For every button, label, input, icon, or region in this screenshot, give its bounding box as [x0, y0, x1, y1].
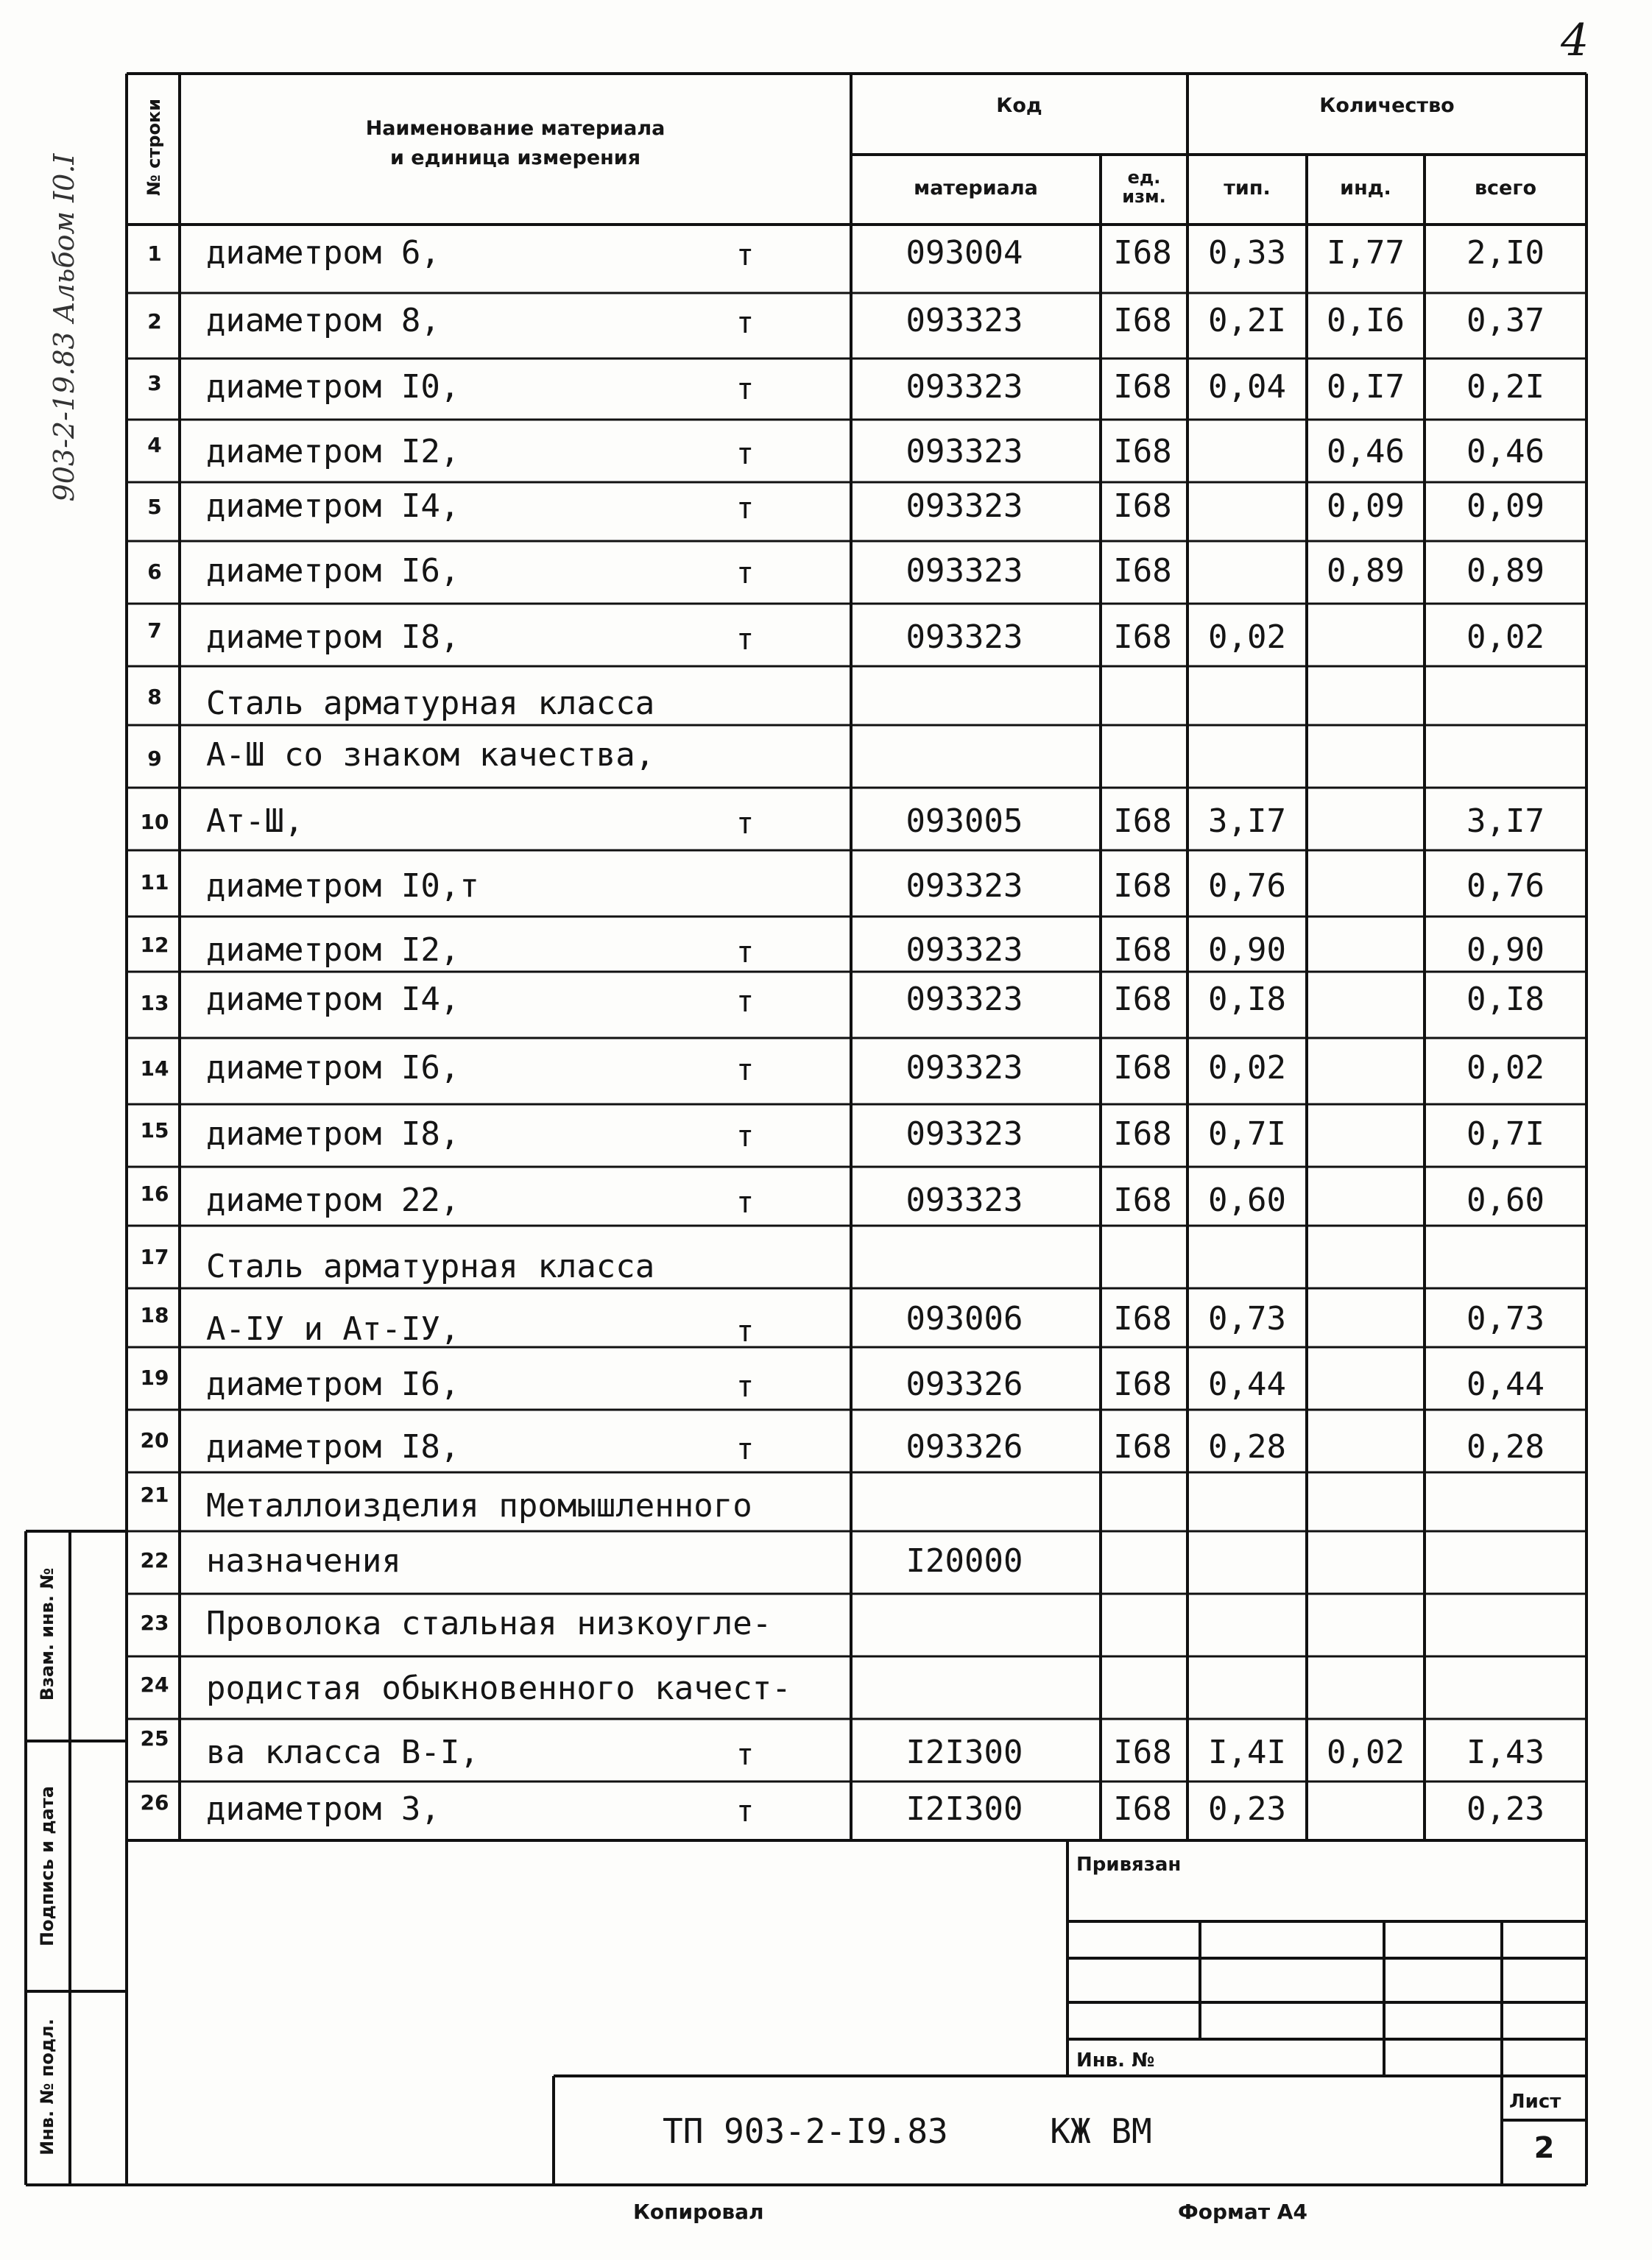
table-row: [0, 1542, 1652, 1586]
row-number: 12: [140, 933, 169, 957]
row-name: назначения: [206, 1542, 401, 1580]
row-qty-typical: 0,02: [1208, 618, 1286, 656]
row-qty-typical: 0,02: [1208, 1049, 1286, 1087]
row-name: диаметром I2,: [206, 433, 460, 470]
header-row-number: № строки: [144, 98, 164, 197]
row-qty-total: 0,I8: [1466, 981, 1545, 1018]
row-number: 24: [140, 1673, 169, 1697]
table-row: [0, 1428, 1652, 1472]
stamp-sheet-label: Лист: [1509, 2091, 1561, 2113]
table-row: [0, 1670, 1652, 1714]
row-qty-total: 2,I0: [1466, 234, 1545, 272]
row-code: 093323: [906, 1049, 1023, 1087]
header-code-material: материала: [914, 177, 1038, 199]
row-qty-individual: 0,I6: [1327, 302, 1405, 339]
row-unit-code: I68: [1113, 1300, 1172, 1338]
row-qty-typical: 0,23: [1208, 1790, 1286, 1828]
row-unit-code: I68: [1113, 1115, 1172, 1153]
row-name: диаметром 3,: [206, 1790, 440, 1828]
row-qty-typical: 3,I7: [1208, 802, 1286, 840]
row-number: 15: [140, 1118, 169, 1143]
row-number: 21: [140, 1483, 169, 1507]
row-qty-total: 0,89: [1466, 552, 1545, 590]
row-unit: т: [736, 985, 755, 1019]
row-unit: т: [736, 807, 755, 841]
row-unit-code: I68: [1113, 234, 1172, 272]
stamp-inv-no-label: Инв. №: [1076, 2049, 1155, 2072]
row-name: диаметром 22,: [206, 1182, 460, 1219]
row-name: диаметром I8,: [206, 618, 460, 656]
row-number: 6: [147, 559, 162, 584]
row-code: 093323: [906, 552, 1023, 590]
row-number: 9: [147, 746, 162, 771]
row-name: диаметром I6,: [206, 1049, 460, 1087]
row-qty-typical: 0,2I: [1208, 302, 1286, 339]
row-unit: т: [736, 372, 755, 406]
row-number: 23: [140, 1611, 169, 1635]
table-row: [0, 1182, 1652, 1226]
row-qty-typical: 0,7I: [1208, 1115, 1286, 1153]
row-unit: т: [736, 1738, 755, 1772]
row-unit-code: I68: [1113, 1734, 1172, 1771]
table-row: [0, 618, 1652, 663]
row-unit-code: I68: [1113, 802, 1172, 840]
footer-kopiroval: Копировал: [633, 2200, 764, 2224]
row-unit: т: [736, 623, 755, 657]
row-number: 13: [140, 991, 169, 1015]
row-qty-individual: 0,I7: [1327, 368, 1405, 406]
row-number: 1: [147, 241, 162, 266]
row-name: диаметром I4,: [206, 981, 460, 1018]
album-note: 903-2-19.83 Альбом I0.I: [48, 153, 80, 502]
row-qty-individual: 0,46: [1327, 433, 1405, 470]
row-number: 17: [140, 1245, 169, 1269]
row-number: 22: [140, 1548, 169, 1572]
row-unit: т: [736, 437, 755, 471]
row-unit-code: I68: [1113, 1049, 1172, 1087]
table-row: [0, 1366, 1652, 1410]
row-code: I20000: [906, 1542, 1023, 1580]
header-material-name: Наименование материала и единица измерения: [365, 117, 666, 169]
table-row: [0, 1049, 1652, 1093]
row-code: 093323: [906, 1182, 1023, 1219]
table-row: [0, 1483, 1652, 1531]
table-row: [0, 931, 1652, 975]
row-name: диаметром 6,: [206, 234, 440, 272]
row-qty-total: 3,I7: [1466, 802, 1545, 840]
row-code: 093323: [906, 487, 1023, 525]
row-number: 20: [140, 1428, 169, 1452]
header-qty-individual: инд.: [1340, 177, 1391, 199]
row-unit-code: I68: [1113, 1428, 1172, 1466]
row-qty-total: 0,2I: [1466, 368, 1545, 406]
row-qty-typical: 0,73: [1208, 1300, 1286, 1338]
row-number: 11: [140, 870, 169, 894]
row-qty-total: 0,46: [1466, 433, 1545, 470]
row-qty-typical: 0,76: [1208, 867, 1286, 905]
row-code: 093323: [906, 368, 1023, 406]
row-unit: т: [736, 936, 755, 970]
stamp-sheet-number: 2: [1533, 2131, 1555, 2165]
table-row: [0, 1300, 1652, 1349]
row-code: 093326: [906, 1366, 1023, 1403]
row-number: 16: [140, 1182, 169, 1206]
row-name: Металлоизделия промышленного: [206, 1487, 752, 1525]
row-unit-code: I68: [1113, 433, 1172, 470]
row-unit-code: I68: [1113, 931, 1172, 969]
row-name: диаметром I2,: [206, 931, 460, 969]
table-row: [0, 368, 1652, 412]
row-unit-code: I68: [1113, 867, 1172, 905]
row-unit: т: [736, 1053, 755, 1087]
row-qty-total: 0,60: [1466, 1182, 1545, 1219]
row-qty-individual: 0,89: [1327, 552, 1405, 590]
row-name: диаметром I4,: [206, 487, 460, 525]
table-row: [0, 685, 1652, 729]
row-number: 14: [140, 1056, 169, 1081]
row-qty-total: 0,44: [1466, 1366, 1545, 1403]
row-number: 5: [147, 495, 162, 519]
row-unit-code: I68: [1113, 487, 1172, 525]
table-row: [0, 234, 1652, 278]
row-unit-code: I68: [1113, 1366, 1172, 1403]
row-number: 2: [147, 309, 162, 333]
row-name: Сталь арматурная класса: [206, 1248, 655, 1285]
row-code: 093323: [906, 981, 1023, 1018]
row-code: 093323: [906, 931, 1023, 969]
table-row: [0, 1790, 1652, 1835]
row-unit: т: [736, 306, 755, 340]
row-qty-total: 0,76: [1466, 867, 1545, 905]
row-code: I2I300: [906, 1790, 1023, 1828]
row-qty-typical: 0,44: [1208, 1366, 1286, 1403]
row-qty-total: 0,7I: [1466, 1115, 1545, 1153]
row-number: 3: [147, 371, 162, 395]
row-name: диаметром I0,т: [206, 867, 479, 905]
row-unit: т: [736, 1120, 755, 1154]
row-qty-typical: 0,04: [1208, 368, 1286, 406]
row-code: 093323: [906, 302, 1023, 339]
table-row: [0, 552, 1652, 596]
row-qty-individual: 0,02: [1327, 1734, 1405, 1771]
row-code: 093323: [906, 618, 1023, 656]
header-code-unit: ед. изм.: [1122, 167, 1166, 207]
row-qty-total: 0,28: [1466, 1428, 1545, 1466]
row-code: I2I300: [906, 1734, 1023, 1771]
row-number: 4: [147, 433, 162, 457]
table-row: [0, 302, 1652, 346]
row-qty-total: 0,73: [1466, 1300, 1545, 1338]
row-name: Сталь арматурная класса: [206, 685, 655, 722]
row-number: 10: [140, 810, 169, 834]
row-number: 26: [140, 1790, 169, 1815]
table-row: [0, 981, 1652, 1025]
row-qty-total: 0,02: [1466, 1049, 1545, 1087]
row-qty-total: 0,09: [1466, 487, 1545, 525]
page-number: 4: [1561, 15, 1589, 66]
header-qty-total: всего: [1474, 177, 1537, 199]
row-qty-total: 0,02: [1466, 618, 1545, 656]
row-unit: т: [736, 1186, 755, 1220]
row-qty-typical: 0,33: [1208, 234, 1286, 272]
row-unit: т: [736, 557, 755, 590]
row-code: 093323: [906, 433, 1023, 470]
row-unit-code: I68: [1113, 302, 1172, 339]
table-row: [0, 487, 1652, 532]
row-unit: т: [736, 1433, 755, 1466]
row-name: родистая обыкновенного качест-: [206, 1670, 791, 1707]
header-qty-typical: тип.: [1224, 177, 1271, 199]
row-number: 7: [147, 618, 162, 643]
row-qty-total: 0,90: [1466, 931, 1545, 969]
row-name: диаметром I8,: [206, 1428, 460, 1466]
row-code: 093006: [906, 1300, 1023, 1338]
row-qty-typical: 0,60: [1208, 1182, 1286, 1219]
row-unit: т: [736, 239, 755, 272]
row-unit-code: I68: [1113, 1790, 1172, 1828]
row-unit-code: I68: [1113, 981, 1172, 1018]
row-qty-total: I,43: [1466, 1734, 1545, 1771]
row-unit: т: [736, 1370, 755, 1404]
row-number: 25: [140, 1726, 169, 1751]
row-code: 093004: [906, 234, 1023, 272]
footer-format: Формат А4: [1178, 2200, 1307, 2224]
side-label-inv-podl: Инв. № подл.: [37, 2019, 57, 2155]
table-row: [0, 433, 1652, 477]
row-name: Проволока стальная низкоугле-: [206, 1605, 772, 1642]
row-name: диаметром 8,: [206, 302, 440, 339]
row-unit-code: I68: [1113, 552, 1172, 590]
table-row: [0, 1726, 1652, 1778]
table-row: [0, 867, 1652, 911]
row-unit-code: I68: [1113, 618, 1172, 656]
row-number: 19: [140, 1366, 169, 1390]
document-code: ТП 903-2-I9.83 КЖ ВМ: [663, 2111, 1152, 2151]
row-name: диаметром I8,: [206, 1115, 460, 1153]
row-qty-total: 0,37: [1466, 302, 1545, 339]
table-row: [0, 1605, 1652, 1649]
row-number: 18: [140, 1303, 169, 1327]
row-unit: т: [736, 1795, 755, 1829]
table-row: [0, 1115, 1652, 1159]
side-label-vzam-inv: Взам. инв. №: [37, 1567, 57, 1701]
row-qty-typical: 0,28: [1208, 1428, 1286, 1466]
row-name: А-Ш со знаком качества,: [206, 736, 655, 774]
table-row: [0, 1245, 1652, 1292]
row-unit: т: [736, 492, 755, 526]
row-code: 093323: [906, 867, 1023, 905]
row-qty-typical: I,4I: [1208, 1734, 1286, 1771]
row-name: диаметром I0,: [206, 368, 460, 406]
side-label-podpis-data: Подпись и дата: [37, 1786, 57, 1946]
row-name: ва класса В-I,: [206, 1734, 479, 1771]
header-quantity: Количество: [1319, 94, 1455, 117]
stamp-privyazan-label: Привязан: [1076, 1854, 1182, 1876]
row-name: диаметром I6,: [206, 1366, 460, 1403]
table-row: [0, 802, 1652, 847]
row-name: диаметром I6,: [206, 552, 460, 590]
row-number: 8: [147, 685, 162, 709]
row-qty-typical: 0,I8: [1208, 981, 1286, 1018]
header-code: Код: [996, 94, 1042, 117]
row-code: 093323: [906, 1115, 1023, 1153]
row-name: А-IУ и Ат-IУ,: [206, 1310, 460, 1348]
row-unit-code: I68: [1113, 1182, 1172, 1219]
row-unit: т: [736, 1315, 755, 1349]
row-code: 093005: [906, 802, 1023, 840]
row-qty-typical: 0,90: [1208, 931, 1286, 969]
row-name: Ат-Ш,: [206, 802, 304, 840]
row-unit-code: I68: [1113, 368, 1172, 406]
row-code: 093326: [906, 1428, 1023, 1466]
table-row: [0, 736, 1652, 780]
row-qty-total: 0,23: [1466, 1790, 1545, 1828]
row-qty-individual: I,77: [1327, 234, 1405, 272]
row-qty-individual: 0,09: [1327, 487, 1405, 525]
